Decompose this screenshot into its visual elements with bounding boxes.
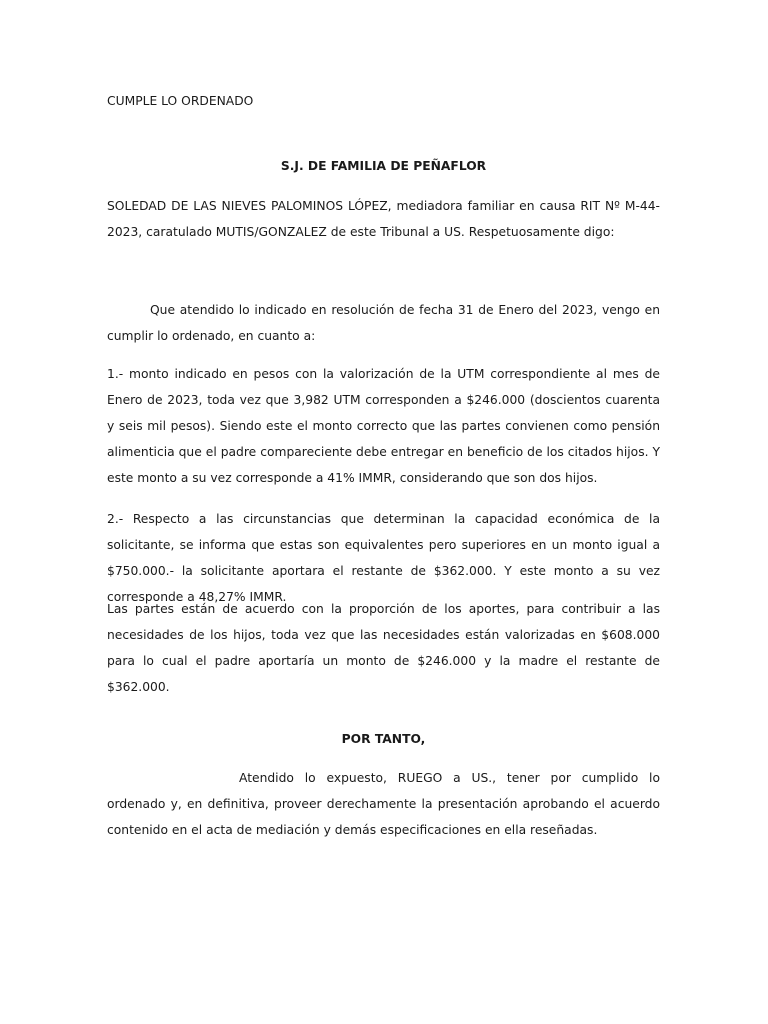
paragraph-point-1: 1.- monto indicado en pesos con la valorización de la UTM correspondiente al mes de Enero de 2023, toda vez que 3,982 UTM corresponden a $246.000 (doscientos cuarenta y seis mil pesos). Siendo este el monto correcto que las partes convienen como pensión alimenticia que el padre compareciente debe entregar en beneficio de los citados hijos. Y este monto a su vez corresponde a 41% IMMR, considerando que son dos hijos.	[107, 367, 660, 485]
paragraph-agreement: Las partes están de acuerdo con la proporción de los aportes, para contribuir a las necesidades de los hijos, toda vez que las necesidades están valorizadas en $608.000 para lo cual el padre aportaría un monto de $246.000 y la madre el restante de $362.000.	[107, 602, 660, 694]
paragraph-request: Atendido lo expuesto, RUEGO a US., tener por cumplido lo ordenado y, en definitiva, proveer derechamente la presentación aprobando el acuerdo contenido en el acta de mediación y demás especificaciones en ella reseñadas.	[107, 771, 660, 837]
court-title: S.J. DE FAMILIA DE PEÑAFLOR	[280, 159, 487, 173]
document-heading: CUMPLE LO ORDENADO	[107, 94, 254, 108]
por-tanto-heading: POR TANTO,	[341, 732, 426, 746]
intro-paragraph: SOLEDAD DE LAS NIEVES PALOMINOS LÓPEZ, mediadora familiar en causa RIT Nº M-44-2023, caratulado MUTIS/GONZALEZ de este Tribunal a US. Respetuosamente digo:	[107, 199, 660, 239]
paragraph-point-2: 2.- Respecto a las circunstancias que determinan la capacidad económica de la solicitante, se informa que estas son equivalentes pero superiores en un monto igual a $750.000.- la solicitante aportara el restante de $362.000. Y este monto a su vez corresponde a 48,27% IMMR.	[107, 512, 660, 604]
paragraph-resolution: Que atendido lo indicado en resolución de fecha 31 de Enero del 2023, vengo en cumplir lo ordenado, en cuanto a:	[107, 303, 660, 343]
